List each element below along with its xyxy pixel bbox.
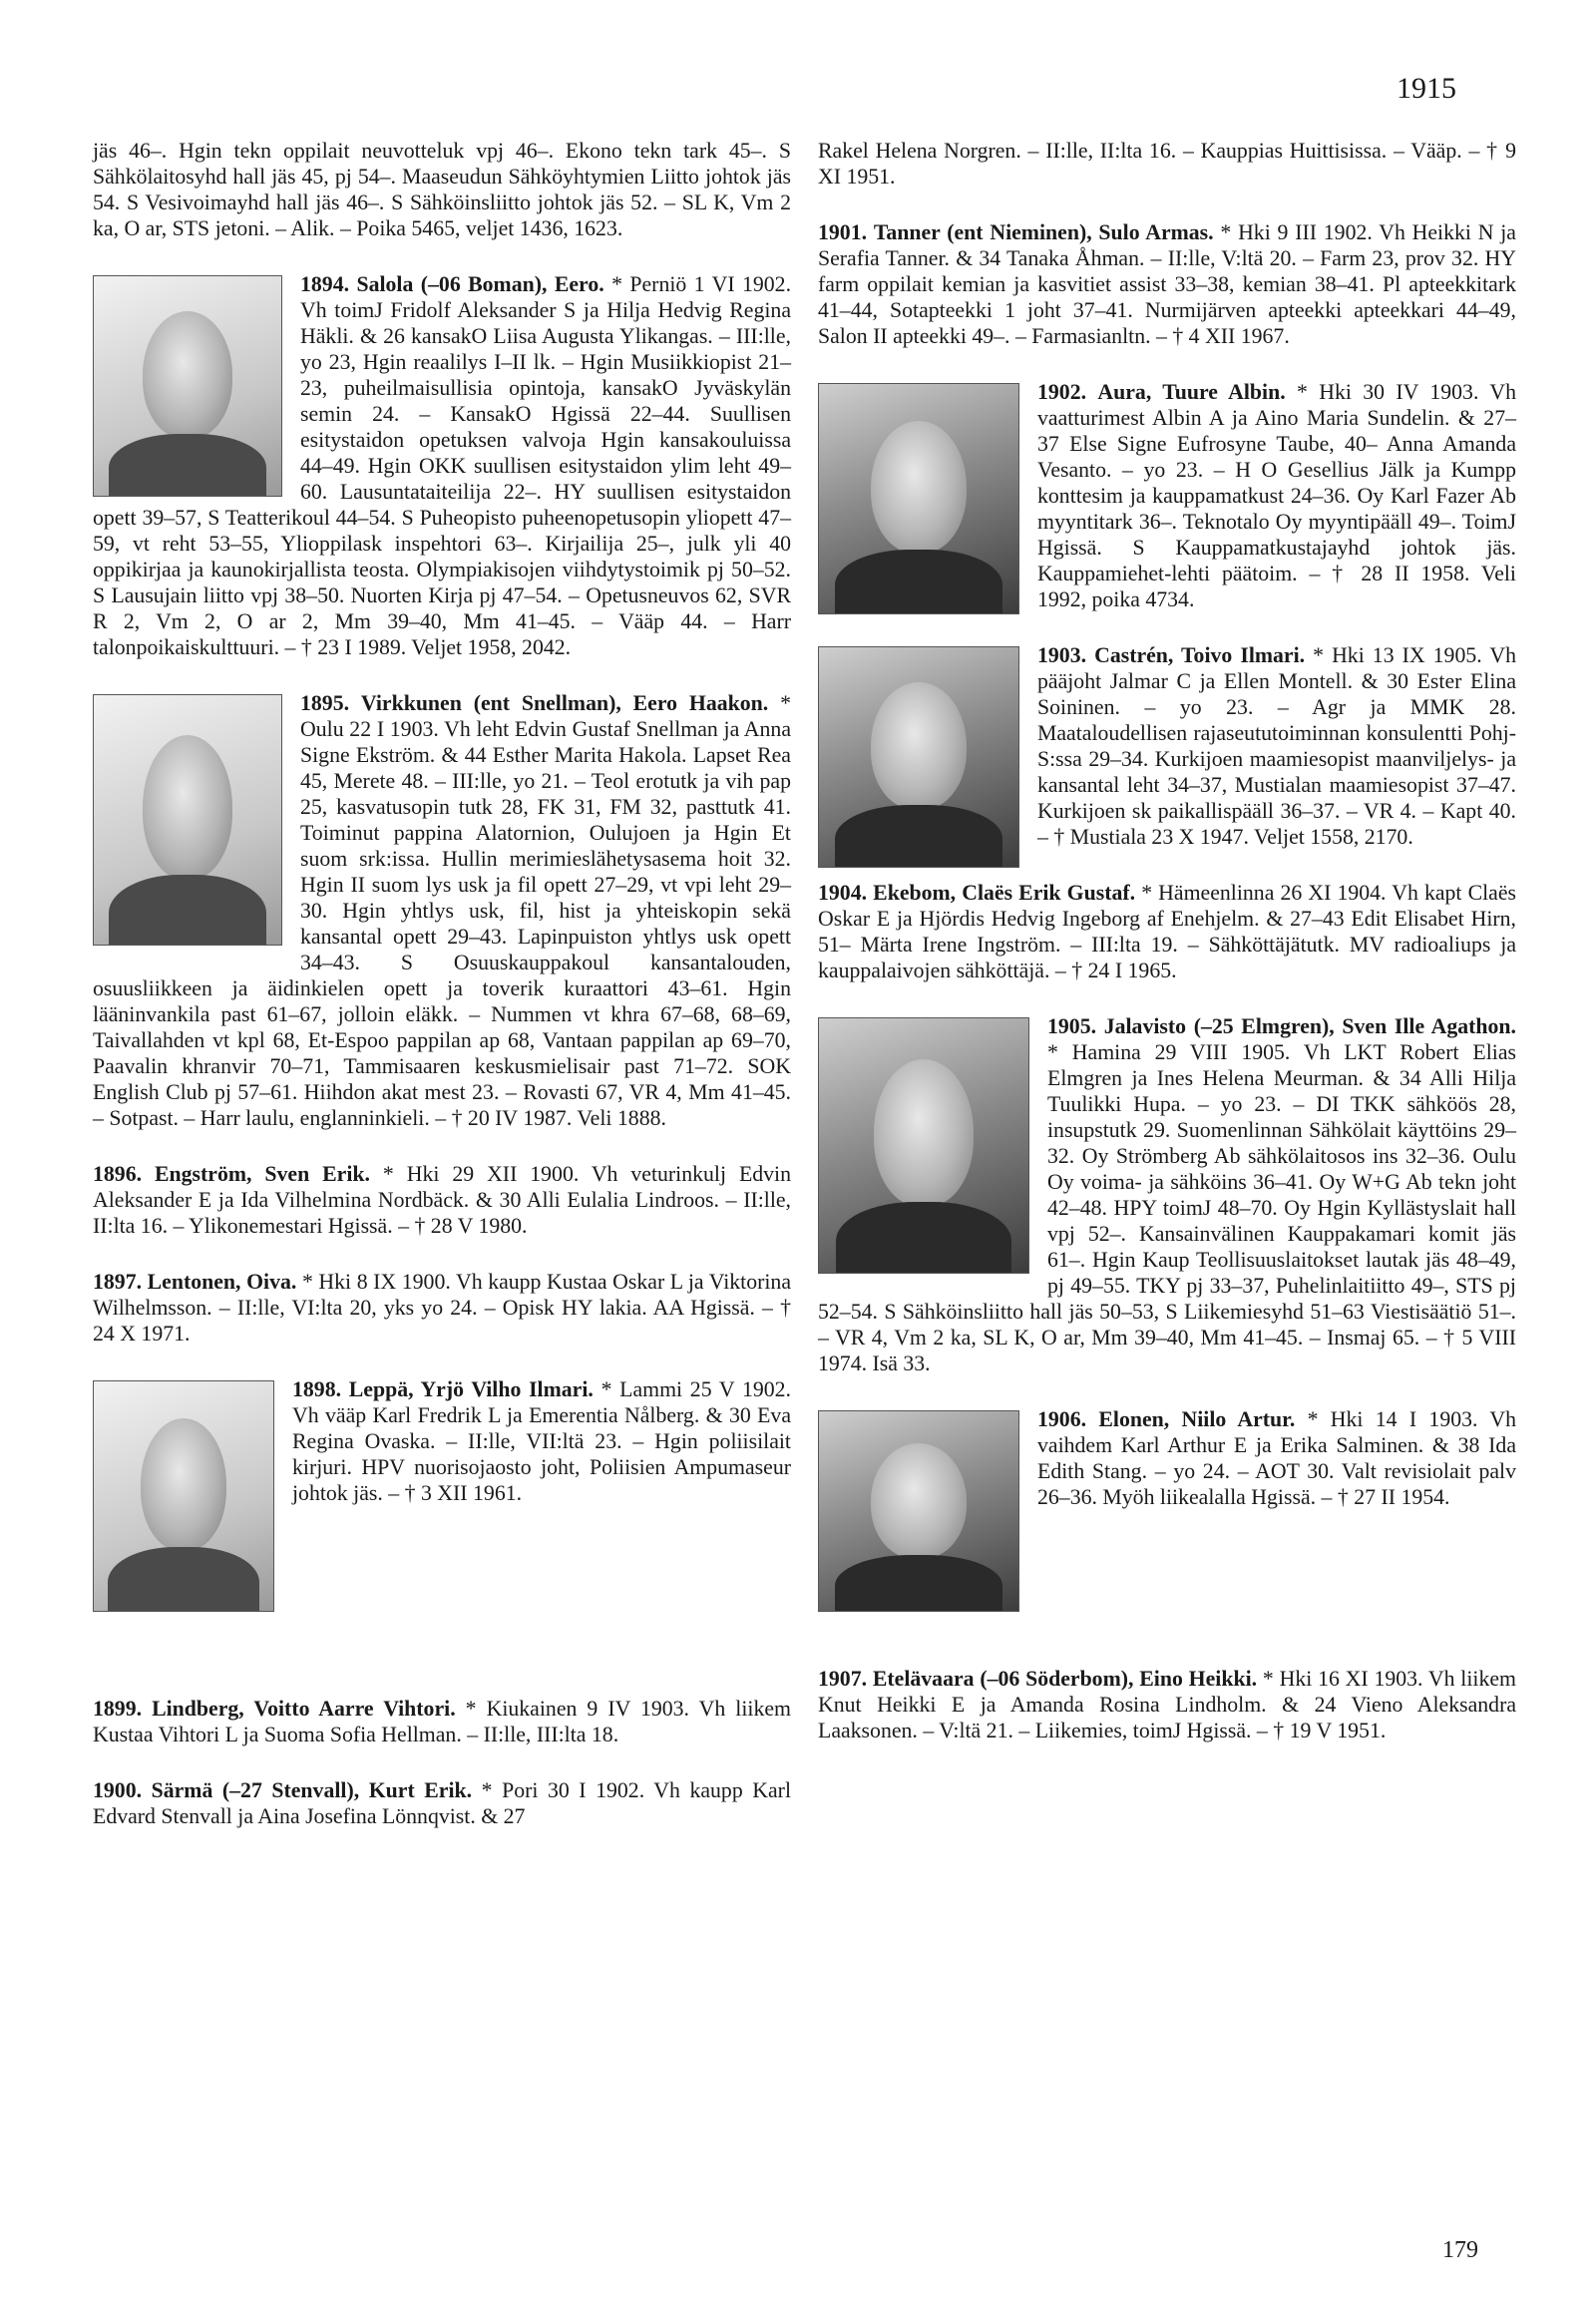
entry-text: * Hki 16 XI 1903. Vh liikem Knut Heikki E ja Amanda Rosina Lindholm. & 24 Vieno Aleksandra Laaksonen. – V:ltä 21. – Liikemies, toimJ Hgissä. – † 19 V 1951.: [818, 1667, 1517, 1742]
entry-1902: [818, 379, 1516, 612]
entry-number: 1905.: [1047, 1014, 1097, 1038]
entry-number: 1903.: [1037, 643, 1087, 667]
continuation-text: jäs 46–. Hgin tekn oppilait neuvotteluk vpj 46–. Ekono tekn tark 45–. S Sähkölaitosyhd hall jäs 45, pj 54–. Maaseudun Sähköyhtymien Liitto johtok jäs 54. S Vesivoimayhd hall jäs 46–. S Sähköinsliitto johtok jäs 52. – SL K, Vm 2 ka, O ar, STS jetoni. – Alik. – Poika 5465, veljet 1436, 1623.: [93, 139, 791, 240]
entry-name: Ekebom, Claës Erik Gustaf.: [873, 881, 1136, 905]
portrait-photo: [818, 1410, 1019, 1612]
entry-text: * Perniö 1 VI 1902. Vh toimJ Fridolf Aleksander S ja Hilja Hedvig Regina Häkli. & 26 kansakO Liisa Augusta Ylikangas. – III:lle, yo 23, Hgin reaalilys I–II lk. – Hgin Musiikkiopist 21–23, puheilmaisullisia opintoja, kansakO Jyväskylän semin 24. – KansakO Hgissä 22–44. Suullisen esitystaidon opetuksen valvoja Hgin kansakouluissa 44–49. Hgin OKK suullisen esitystaidon ylim leht 49–60. Lausuntataiteilija 22–. HY suullisen esitystaidon opett 39–57, S Teatterikoul 44–54. S Puheopisto puheenopetusopin yliopett 47–59, vt reht 53–55, Ylioppilask inspehtori 63–. Kirjailija 25–, julk yli 40 oppikirjaa ja kaunokirjallista teosta. Olympiakisojen viihdytystoimik pj 50–52. S Lausujain liitto vpj 38–50. Nuorten Kirja pj 47–54. – Opetusneuvos 62, SVR R 2, Vm 2, O ar 2, Mm 39–40, Mm 41–45. – Vääp 44. – Harr talonpoikaiskulttuuri. – † 23 I 1989. Veljet 1958, 2042.: [93, 272, 792, 659]
entry-number: 1904.: [818, 881, 868, 905]
entry-1900: [93, 1777, 791, 1829]
entry-number: 1894.: [300, 272, 350, 296]
entry-1898: [93, 1376, 791, 1666]
entry-1897: [93, 1269, 791, 1347]
entry-name: Lindberg, Voitto Aarre Vihtori.: [152, 1697, 456, 1721]
entry-number: 1896.: [93, 1162, 143, 1186]
entry-1895: [93, 690, 791, 1131]
entry-name: Virkkunen (ent Snellman), Eero Haakon.: [360, 691, 769, 715]
entry-name: Jalavisto (–25 Elmgren), Sven Ille Agathon.: [1103, 1014, 1516, 1038]
entry-name: Leppä, Yrjö Vilho Ilmari.: [348, 1377, 594, 1401]
left-column: [93, 138, 791, 1859]
entry-1907: [818, 1666, 1516, 1743]
continuation-text: Rakel Helena Norgren. – II:lle, II:lta 16. – Kauppias Huittisissa. – Vääp. – † 9 XI 1951.: [818, 139, 1516, 189]
entry-number: 1902.: [1037, 380, 1087, 404]
entry-1905: [818, 1013, 1516, 1376]
entry-text: * Hki 8 IX 1900. Vh kaupp Kustaa Oskar L ja Viktorina Wilhelmsson. – II:lle, VI:lta 20, yks yo 24. – Opisk HY lakia. AA Hgissä. – † 24 X 1971.: [93, 1270, 792, 1346]
page-number: 179: [1442, 2237, 1478, 2263]
entry-text: * Lammi 25 V 1902. Vh vääp Karl Fredrik L ja Emerentia Nålberg. & 30 Eva Regina Ovaska. – II:lle, VII:ltä 23. – Hgin poliisilait kirjuri. HPV nuorisojaosto joht, Poliisien Ampumaseur johtok jäs. – † 3 XII 1961.: [292, 1377, 791, 1505]
portrait-photo: [93, 275, 282, 497]
entry-name: Castrén, Toivo Ilmari.: [1094, 643, 1306, 667]
entry-text: * Kiukainen 9 IV 1903. Vh liikem Kustaa Vihtori L ja Suoma Sofia Hellman. – II:lle, III:lta 18.: [93, 1697, 791, 1746]
entry-text: * Hamina 29 VIII 1905. Vh LKT Robert Elias Elmgren ja Ines Helena Meurman. & 34 Alli Hilja Tuulikki Hupa. – yo 23. – DI TKK sähköös 28, insupstutk 29. Suomenlinnan Sähkölait käyttöins 29–32. Oy Strömberg Ab sähkölaitosos ins 32–36. Oulu Oy voima- ja sähköins 36–41. Oy W+G Ab tekn joht 42–48. HPY toimJ 48–70. Oy Hgin Kyllästyslait hall vpj 52–. Kansainvälinen Kauppakamari komit jäs 61–. Hgin Kaup Teollisuuslaitokset lautak jäs 48–49, pj 49–55. TKY pj 33–37, Puhelinlaitiitto 49–, STS pj 52–54. S Sähköinsliitto hall jäs 50–53, S Liikemiesyhd 51–63 Viestisäätiö 51–. – VR 4, Vm 2 ka, SL K, O ar, Mm 39–40, Mm 41–45. – Insmaj 65. – † 5 VIII 1974. Isä 33.: [818, 1040, 1516, 1375]
portrait-photo: [818, 1017, 1029, 1274]
entry-number: 1897.: [93, 1270, 143, 1294]
entry-number: 1907.: [818, 1667, 868, 1691]
entry-1899: [93, 1696, 791, 1747]
page-year-header: 1915: [1396, 72, 1456, 105]
entry-text: * Hki 14 I 1903. Vh vaihdem Karl Arthur E ja Erika Salminen. & 38 Ida Edith Stang. – yo 24. – AOT 30. Valt revisiolait palv 26–36. Myöh liikealalla Hgissä. – † 27 II 1954.: [1037, 1407, 1516, 1509]
entry-text: * Pori 30 I 1902. Vh kaupp Karl Edvard Stenvall ja Aina Josefina Lönnqvist. & 27: [93, 1778, 791, 1828]
portrait-photo: [93, 694, 282, 946]
entry-text: * Hki 30 IV 1903. Vh vaatturimest Albin A ja Aino Maria Sundelin. & 27– 37 Else Signe Eufrosyne Taube, 40– Anna Amanda Vesanto. – yo 23. – H O Gesellius Jälk ja Kumpp konttesim ja kauppamatkust 24–36. Oy Karl Fazer Ab myyntitark 36–. Teknotalo Oy myyntipääll 49–. ToimJ Hgissä. S Kauppamatkustajayhd johtok jäs. Kauppamiehet-lehti päätoim. – † 28 II 1958. Veli 1992, poika 4734.: [1037, 380, 1516, 611]
entry-text: * Hki 13 IX 1905. Vh pääjoht Jalmar C ja Ellen Montell. & 30 Ester Elina Soininen. – yo 23. – Agr ja MMK 28. Maataloudellisen rajaseututoiminnan konsulentti Pohj-S:ssa 29–34. Kurkijoen maamiesopist maanviljelys- ja kansantal leht 34–37, Mustialan maamiesopist 37–47. Kurkijoen sk paikallispääll 36–37. – VR 4. – Kapt 40. – † Mustiala 23 X 1947. Veljet 1558, 2170.: [1037, 643, 1516, 849]
entry-name: Engström, Sven Erik.: [154, 1162, 370, 1186]
entry-text: * Hki 9 III 1902. Vh Heikki N ja Serafia Tanner. & 34 Tanaka Åhman. – II:lle, V:ltä 20. – Farm 23, prov 32. HY farm oppilait kemian ja kasvitiet assist 33–38, kemian 38–41. Pl apteekkitark 41–44, Sotapteekki 1 joht 37–41. Nurmijärven apteekki apteekkari 44–49, Salon II apteekki 49–. – Farmasianltn. – † 4 XII 1967.: [818, 220, 1516, 348]
entry-name: Tanner (ent Nieminen), Sulo Armas.: [873, 220, 1214, 244]
right-column: [818, 138, 1516, 1773]
entry-1901: [818, 219, 1516, 349]
entry-name: Elonen, Niilo Artur.: [1098, 1407, 1296, 1431]
entry-name: Lentonen, Oiva.: [147, 1270, 297, 1294]
entry-number: 1895.: [300, 691, 350, 715]
entry-text: * Hki 29 XII 1900. Vh veturinkulj Edvin Aleksander E ja Ida Vilhelmina Nordbäck. & 30 Alli Eulalia Lindroos. – II:lle, II:lta 16. – Ylikonemestari Hgissä. – † 28 V 1980.: [93, 1162, 792, 1238]
portrait-photo: [818, 646, 1019, 868]
portrait-photo: [93, 1380, 274, 1612]
entry-number: 1898.: [292, 1377, 342, 1401]
entry-name: Särmä (–27 Stenvall), Kurt Erik.: [151, 1778, 473, 1802]
entry-text: * Oulu 22 I 1903. Vh leht Edvin Gustaf Snellman ja Anna Signe Ekström. & 44 Esther Marita Hakola. Lapset Rea 45, Merete 48. – III:lle, yo 21. – Teol erotutk ja vih pap 25, kasvatusopin tutk 28, FK 31, FM 32, pasttutk 41. Toiminut pappina Alatornion, Oulujoen ja Hgin Et suom srk:issa. Hullin merimieslähetysasema hoit 32. Hgin II suom lys usk ja fil opett 27–29, vt vpi leht 29–30. Hgin yhtlys usk, fil, hist ja yhteiskopin sekä kansantal opett 29–43. Lapinpuiston yhtlys usk opett 34–43. S Osuuskauppakoul kansantalouden, osuusliikkeen ja äidinkielen opett ja toverik kuraattori 43–61. Hgin lääninvankila past 61–67, jolloin eläkk. – Nummen vt khra 67–68, 68–69, Taivallahden vt kpl 68, Et-Espoo pappilan ap 68, Vantaan pappilan ap 69–70, Paavalin khranvir 70–71, Tammisaaren keskusmielisair past 71–72. SOK English Club pj 57–61. Hiihdon akat mest 23. – Rovasti 67, VR 4, Mm 41–45. – Sotpast. – Harr laulu, englanninkieli. – † 20 IV 1987. Veli 1888.: [93, 691, 791, 1130]
portrait-photo: [818, 383, 1019, 614]
entry-number: 1899.: [93, 1697, 143, 1721]
entry-1903: [818, 642, 1516, 850]
entry-number: 1900.: [93, 1778, 143, 1802]
entry-name: Etelävaara (–06 Söderbom), Eino Heikki.: [872, 1667, 1258, 1691]
entry-name: Aura, Tuure Albin.: [1097, 380, 1286, 404]
entry-text: * Hämeenlinna 26 XI 1904. Vh kapt Claës Oskar E ja Hjördis Hedvig Ingeborg af Enehjelm. & 27–43 Edit Elisabet Hirn, 51– Märta Irene Ingström. – III:lta 19. – Sähköttäjätutk. MV radioaliups ja kauppalaivojen sähköttäjä. – † 24 I 1965.: [818, 881, 1516, 982]
entry-number: 1901.: [818, 220, 868, 244]
entry-1906: [818, 1406, 1516, 1636]
entry-1904: [818, 880, 1516, 983]
entry-1894: [93, 271, 791, 660]
entry-name: Salola (–06 Boman), Eero.: [356, 272, 604, 296]
entry-1896: [93, 1161, 791, 1239]
entry-number: 1906.: [1037, 1407, 1087, 1431]
